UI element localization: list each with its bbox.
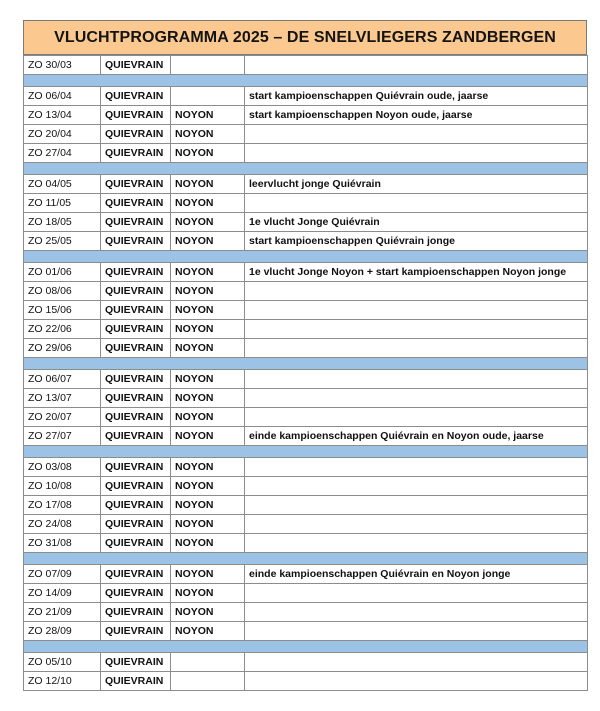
note-cell: start kampioenschappen Quiévrain oude, jaarse [245, 87, 588, 106]
noyon-cell [171, 653, 245, 672]
quievrain-cell: QUIEVRAIN [101, 603, 171, 622]
note-cell: 1e vlucht Jonge Quiévrain [245, 213, 588, 232]
quievrain-cell: QUIEVRAIN [101, 496, 171, 515]
schedule-body [24, 56, 588, 691]
date-cell: ZO 04/05 [24, 175, 101, 194]
table-row [24, 389, 588, 408]
date-cell: ZO 05/10 [24, 653, 101, 672]
quievrain-cell: QUIEVRAIN [101, 175, 171, 194]
table-row [24, 496, 588, 515]
noyon-cell [171, 672, 245, 691]
flight-schedule-sheet [23, 20, 587, 691]
noyon-cell: NOYON [171, 534, 245, 553]
noyon-cell: NOYON [171, 477, 245, 496]
date-cell: ZO 25/05 [24, 232, 101, 251]
note-cell [245, 477, 588, 496]
noyon-cell: NOYON [171, 496, 245, 515]
note-cell [245, 301, 588, 320]
table-row [24, 56, 588, 75]
note-cell [245, 389, 588, 408]
note-cell [245, 125, 588, 144]
date-cell: ZO 01/06 [24, 263, 101, 282]
quievrain-cell: QUIEVRAIN [101, 282, 171, 301]
note-cell [245, 653, 588, 672]
date-cell: ZO 06/07 [24, 370, 101, 389]
noyon-cell: NOYON [171, 339, 245, 358]
quievrain-cell: QUIEVRAIN [101, 56, 171, 75]
date-cell: ZO 10/08 [24, 477, 101, 496]
noyon-cell: NOYON [171, 106, 245, 125]
noyon-cell: NOYON [171, 144, 245, 163]
date-cell: ZO 31/08 [24, 534, 101, 553]
month-separator [24, 641, 588, 653]
schedule-table [23, 55, 588, 691]
table-row [24, 282, 588, 301]
table-row [24, 427, 588, 446]
separator-cell [24, 446, 588, 458]
table-row [24, 534, 588, 553]
noyon-cell: NOYON [171, 584, 245, 603]
date-cell: ZO 20/07 [24, 408, 101, 427]
note-cell [245, 515, 588, 534]
note-cell [245, 194, 588, 213]
noyon-cell: NOYON [171, 370, 245, 389]
separator-cell [24, 553, 588, 565]
table-row [24, 194, 588, 213]
date-cell: ZO 20/04 [24, 125, 101, 144]
table-row [24, 175, 588, 194]
noyon-cell: NOYON [171, 515, 245, 534]
quievrain-cell: QUIEVRAIN [101, 477, 171, 496]
table-row [24, 672, 588, 691]
date-cell: ZO 06/04 [24, 87, 101, 106]
noyon-cell: NOYON [171, 213, 245, 232]
quievrain-cell: QUIEVRAIN [101, 653, 171, 672]
quievrain-cell: QUIEVRAIN [101, 622, 171, 641]
table-row [24, 106, 588, 125]
noyon-cell: NOYON [171, 408, 245, 427]
note-cell: leervlucht jonge Quiévrain [245, 175, 588, 194]
quievrain-cell: QUIEVRAIN [101, 515, 171, 534]
note-cell [245, 339, 588, 358]
table-row [24, 653, 588, 672]
separator-cell [24, 163, 588, 175]
note-cell [245, 622, 588, 641]
date-cell: ZO 30/03 [24, 56, 101, 75]
date-cell: ZO 12/10 [24, 672, 101, 691]
quievrain-cell: QUIEVRAIN [101, 320, 171, 339]
quievrain-cell: QUIEVRAIN [101, 144, 171, 163]
note-cell [245, 408, 588, 427]
quievrain-cell: QUIEVRAIN [101, 389, 171, 408]
table-row [24, 477, 588, 496]
quievrain-cell: QUIEVRAIN [101, 125, 171, 144]
table-row [24, 565, 588, 584]
noyon-cell [171, 87, 245, 106]
note-cell [245, 496, 588, 515]
noyon-cell [171, 56, 245, 75]
quievrain-cell: QUIEVRAIN [101, 458, 171, 477]
table-row [24, 232, 588, 251]
date-cell: ZO 11/05 [24, 194, 101, 213]
table-row [24, 515, 588, 534]
quievrain-cell: QUIEVRAIN [101, 565, 171, 584]
noyon-cell: NOYON [171, 565, 245, 584]
schedule-title: VLUCHTPROGRAMMA 2025 – DE SNELVLIEGERS ZANDBERGEN [23, 20, 587, 55]
table-row [24, 603, 588, 622]
noyon-cell: NOYON [171, 320, 245, 339]
quievrain-cell: QUIEVRAIN [101, 194, 171, 213]
month-separator [24, 163, 588, 175]
date-cell: ZO 03/08 [24, 458, 101, 477]
date-cell: ZO 15/06 [24, 301, 101, 320]
quievrain-cell: QUIEVRAIN [101, 232, 171, 251]
date-cell: ZO 28/09 [24, 622, 101, 641]
quievrain-cell: QUIEVRAIN [101, 584, 171, 603]
date-cell: ZO 13/04 [24, 106, 101, 125]
month-separator [24, 251, 588, 263]
noyon-cell: NOYON [171, 232, 245, 251]
note-cell [245, 370, 588, 389]
date-cell: ZO 18/05 [24, 213, 101, 232]
month-separator [24, 358, 588, 370]
separator-cell [24, 75, 588, 87]
quievrain-cell: QUIEVRAIN [101, 213, 171, 232]
noyon-cell: NOYON [171, 427, 245, 446]
table-row [24, 263, 588, 282]
note-cell: einde kampioenschappen Quiévrain en Noyon oude, jaarse [245, 427, 588, 446]
date-cell: ZO 07/09 [24, 565, 101, 584]
quievrain-cell: QUIEVRAIN [101, 427, 171, 446]
table-row [24, 320, 588, 339]
quievrain-cell: QUIEVRAIN [101, 672, 171, 691]
quievrain-cell: QUIEVRAIN [101, 339, 171, 358]
date-cell: ZO 21/09 [24, 603, 101, 622]
separator-cell [24, 358, 588, 370]
note-cell: start kampioenschappen Noyon oude, jaarse [245, 106, 588, 125]
date-cell: ZO 14/09 [24, 584, 101, 603]
table-row [24, 144, 588, 163]
noyon-cell: NOYON [171, 458, 245, 477]
month-separator [24, 446, 588, 458]
quievrain-cell: QUIEVRAIN [101, 370, 171, 389]
table-row [24, 213, 588, 232]
note-cell [245, 534, 588, 553]
separator-cell [24, 251, 588, 263]
noyon-cell: NOYON [171, 622, 245, 641]
noyon-cell: NOYON [171, 175, 245, 194]
quievrain-cell: QUIEVRAIN [101, 301, 171, 320]
date-cell: ZO 22/06 [24, 320, 101, 339]
noyon-cell: NOYON [171, 603, 245, 622]
table-row [24, 458, 588, 477]
date-cell: ZO 24/08 [24, 515, 101, 534]
note-cell [245, 672, 588, 691]
note-cell: 1e vlucht Jonge Noyon + start kampioenschappen Noyon jonge [245, 263, 588, 282]
month-separator [24, 553, 588, 565]
noyon-cell: NOYON [171, 194, 245, 213]
note-cell: start kampioenschappen Quiévrain jonge [245, 232, 588, 251]
date-cell: ZO 13/07 [24, 389, 101, 408]
noyon-cell: NOYON [171, 389, 245, 408]
table-row [24, 408, 588, 427]
note-cell [245, 320, 588, 339]
date-cell: ZO 27/07 [24, 427, 101, 446]
separator-cell [24, 641, 588, 653]
quievrain-cell: QUIEVRAIN [101, 534, 171, 553]
noyon-cell: NOYON [171, 282, 245, 301]
note-cell: einde kampioenschappen Quiévrain en Noyon jonge [245, 565, 588, 584]
table-row [24, 87, 588, 106]
table-row [24, 370, 588, 389]
noyon-cell: NOYON [171, 125, 245, 144]
quievrain-cell: QUIEVRAIN [101, 408, 171, 427]
table-row [24, 622, 588, 641]
note-cell [245, 144, 588, 163]
quievrain-cell: QUIEVRAIN [101, 263, 171, 282]
table-row [24, 339, 588, 358]
noyon-cell: NOYON [171, 263, 245, 282]
note-cell [245, 584, 588, 603]
quievrain-cell: QUIEVRAIN [101, 87, 171, 106]
table-row [24, 301, 588, 320]
date-cell: ZO 08/06 [24, 282, 101, 301]
noyon-cell: NOYON [171, 301, 245, 320]
date-cell: ZO 27/04 [24, 144, 101, 163]
date-cell: ZO 29/06 [24, 339, 101, 358]
note-cell [245, 282, 588, 301]
note-cell [245, 56, 588, 75]
month-separator [24, 75, 588, 87]
quievrain-cell: QUIEVRAIN [101, 106, 171, 125]
table-row [24, 584, 588, 603]
date-cell: ZO 17/08 [24, 496, 101, 515]
note-cell [245, 458, 588, 477]
note-cell [245, 603, 588, 622]
table-row [24, 125, 588, 144]
